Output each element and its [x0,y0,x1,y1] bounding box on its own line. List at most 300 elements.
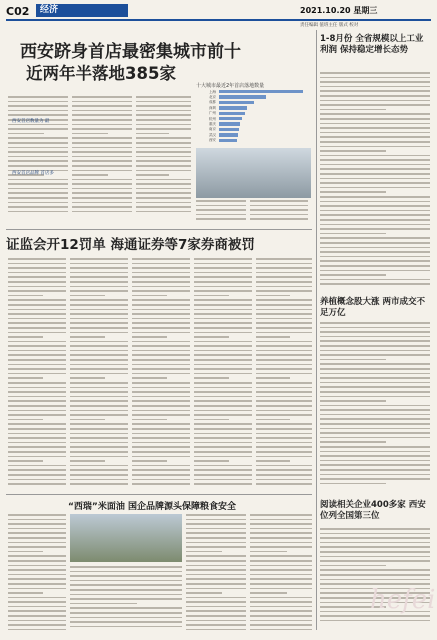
text-line [132,433,190,435]
text-line [136,160,191,162]
text-line [256,456,312,458]
text-line [320,201,430,203]
text-line [8,583,66,585]
text-line [8,373,66,375]
text-line [70,359,128,361]
text-line [8,606,66,608]
text-line [320,164,430,166]
text-line [194,304,252,306]
text-line [320,542,430,544]
text-line [194,456,252,458]
text-line [194,474,252,476]
text-line [136,156,191,158]
feature-column-3 [186,514,246,633]
text-line [256,377,290,379]
text-line [320,460,430,462]
text-line [320,237,430,239]
text-line [72,142,132,144]
text-line [320,228,430,230]
text-line [132,451,190,453]
text-line [8,400,66,402]
text-line [320,247,430,249]
text-line [136,137,191,139]
text-line [70,575,182,577]
text-line [136,170,191,172]
sidebar-headline-1: 1-8月份 全省规模以上工业利润 保持稳定增长态势 [320,34,424,55]
text-line [250,610,312,612]
text-line [256,382,312,384]
text-line [196,200,246,202]
text-line [256,359,312,361]
chart-category-label: 上海 [208,89,216,94]
text-line [132,336,167,338]
text-line [70,322,128,324]
text-line [70,368,128,370]
second-column-4 [194,258,252,488]
sidebar-headline-2: 养植概念股大涨 两市成交不足万亿 [320,297,425,318]
text-line [8,179,68,181]
text-line [8,322,66,324]
text-line [320,336,430,338]
text-line [132,387,190,389]
text-line [250,523,312,525]
text-line [70,327,128,329]
text-line [256,405,312,407]
text-line [8,354,66,356]
text-line [256,465,312,467]
text-line [136,114,191,116]
text-line [132,460,167,462]
text-line [320,386,430,388]
text-line [194,479,252,481]
text-line [320,373,430,375]
text-line [250,624,312,626]
text-line [256,428,312,430]
text-line [8,336,43,338]
text-line [256,479,312,481]
text-line [70,396,128,398]
text-line [256,373,312,375]
chart-bar [219,90,303,93]
section-divider-2 [6,494,312,495]
text-line [194,428,252,430]
text-line [132,414,190,416]
second-column-2 [70,258,128,488]
text-line [250,588,312,590]
text-line [250,209,308,211]
text-line [8,313,66,315]
text-line [256,299,312,301]
text-line [320,615,430,617]
feature-column-1 [8,514,66,633]
section-divider-1 [6,229,312,230]
text-line [132,295,167,297]
text-line [320,132,430,134]
text-line [256,446,312,448]
text-line [8,290,66,292]
text-line [186,574,246,576]
text-line [8,263,66,265]
text-line [132,469,190,471]
text-line [256,267,312,269]
text-line [196,205,246,207]
text-line [256,400,312,402]
text-line [320,396,430,398]
text-line [8,433,66,435]
text-line [194,410,252,412]
text-line [70,336,105,338]
text-line [8,281,66,283]
text-line [8,423,66,425]
text-line [136,96,191,98]
text-line [256,396,312,398]
factory-photo [70,514,182,562]
text-line [136,197,191,199]
text-line [320,173,430,175]
text-line [8,446,66,448]
text-line [8,160,68,162]
text-line [132,332,190,334]
text-line [320,260,430,262]
text-line [70,428,128,430]
text-line [320,400,386,402]
text-line [72,183,132,185]
text-line [320,455,430,457]
text-line [320,528,430,530]
text-line [194,350,252,352]
text-line [70,612,182,614]
chart-category-label: 深圳 [208,105,216,110]
text-line [320,331,430,333]
header-rule [6,19,431,21]
text-line [70,332,128,334]
text-line [8,428,66,430]
text-line [256,281,312,283]
text-line [70,469,128,471]
text-line [132,442,190,444]
text-line [256,474,312,476]
text-line [70,263,128,265]
text-line [320,464,430,466]
text-line [8,105,68,107]
text-line [250,218,308,220]
chart-category-label: 西安 [208,138,216,143]
text-line [320,159,430,161]
text-line [320,233,386,235]
text-line [250,551,287,553]
text-line [186,610,246,612]
text-line [136,119,191,121]
text-line [320,196,430,198]
text-line [72,96,132,98]
text-line [250,528,312,530]
text-line [320,113,430,115]
chart-bar [219,112,245,115]
text-line [194,400,252,402]
text-line [136,110,191,112]
text-line [194,258,252,260]
text-line [8,523,66,525]
text-line [70,589,182,591]
text-line [194,354,252,356]
text-line [70,281,128,283]
text-line [194,396,252,398]
text-line [194,419,229,421]
text-line [8,272,66,274]
text-line [8,368,66,370]
text-line [320,95,430,97]
text-line [132,290,190,292]
text-line [70,465,128,467]
chart-category-label: 重庆 [208,121,216,126]
text-line [8,615,66,617]
section-banner: 经济 [36,4,128,17]
text-line [72,211,132,213]
text-line [186,523,246,525]
inline-head-1: 西安首店数量为 最 [12,119,50,124]
text-line [70,341,128,343]
text-line [256,286,312,288]
text-line [8,188,68,190]
text-line [250,565,312,567]
text-line [70,290,128,292]
text-line [132,373,190,375]
chart-title: 十大城市最近2年首店落地数量 [196,83,265,89]
text-line [320,565,386,567]
text-line [70,377,105,379]
text-line [72,165,132,167]
text-line [8,364,66,366]
text-line [320,256,430,258]
text-line [186,546,246,548]
text-line [320,81,430,83]
text-line [194,465,252,467]
text-line [320,219,430,221]
text-line [256,419,290,421]
text-line [256,258,312,260]
text-line [8,286,66,288]
text-line [132,281,190,283]
text-line [256,290,312,292]
text-line [256,414,312,416]
text-line [256,276,312,278]
text-line [186,542,246,544]
text-line [186,537,246,539]
text-line [320,90,430,92]
text-line [70,304,128,306]
text-line [186,532,246,534]
text-line [250,583,312,585]
text-line [194,377,229,379]
text-line [70,483,128,485]
text-line [186,597,246,599]
main-column-3 [136,96,191,215]
text-line [320,418,430,420]
text-line [194,327,252,329]
text-line [256,350,312,352]
text-line [70,594,182,596]
text-line [196,218,246,220]
text-line [256,469,312,471]
text-line [70,345,128,347]
text-line [256,309,312,311]
text-line [194,267,252,269]
text-line [320,141,430,143]
text-line [320,340,430,342]
text-line [70,603,137,605]
text-line [256,442,312,444]
text-line [8,419,43,421]
text-line [194,299,252,301]
text-line [70,364,128,366]
chart-bar [219,101,254,104]
text-line [256,263,312,265]
text-line [70,318,128,320]
text-line [194,423,252,425]
text-line [132,272,190,274]
text-line [186,528,246,530]
text-line [320,100,430,102]
chart-bar [219,128,239,131]
text-line [132,322,190,324]
chart-category-label: 成都 [208,100,216,105]
text-line [70,419,105,421]
sidebar-headline-3: 阅读相关企业400多家 西安位列全国第三位 [320,500,426,521]
text-line [320,620,430,622]
text-line [256,391,312,393]
text-line [320,579,430,581]
text-line [8,96,68,98]
text-line [320,354,430,356]
text-line [70,456,128,458]
chart-category-label: 广州 [208,111,216,116]
text-line [72,188,132,190]
text-line [194,460,229,462]
text-line [8,151,68,153]
text-line [136,202,191,204]
text-line [132,405,190,407]
text-line [70,354,128,356]
text-line [320,265,430,267]
text-line [8,565,66,567]
chart-bar [219,106,247,109]
text-line [132,419,167,421]
text-line [72,137,132,139]
text-line [194,446,252,448]
text-line [256,451,312,453]
text-line [250,592,287,594]
text-line [256,423,312,425]
text-line [136,147,191,149]
text-line [8,101,68,103]
text-line [320,104,430,106]
text-line [186,592,222,594]
text-line [194,332,252,334]
text-line [250,546,312,548]
text-line [8,483,66,485]
text-line [132,350,190,352]
text-line [8,350,66,352]
text-line [132,309,190,311]
text-line [320,270,430,272]
text-line [320,72,430,74]
text-line [250,629,312,631]
text-line [194,336,229,338]
text-line [320,556,430,558]
text-line [70,295,105,297]
text-line [256,433,312,435]
text-line [186,551,222,553]
text-line [256,460,290,462]
text-line [132,318,190,320]
text-line [256,364,312,366]
text-line [320,205,430,207]
text-line [194,469,252,471]
text-line [72,170,132,172]
text-line [70,382,128,384]
text-line [256,304,312,306]
watermark: hefei [370,585,436,615]
text-line [136,188,191,190]
text-line [132,286,190,288]
text-line [196,214,246,216]
text-line [8,560,66,562]
text-line [72,206,132,208]
text-line [8,469,66,471]
text-line [72,119,132,121]
text-line [186,620,246,622]
text-line [320,274,386,276]
text-line [70,414,128,416]
text-line [194,286,252,288]
main-column-2 [72,96,132,215]
text-line [256,295,290,297]
text-line [320,560,430,562]
chart-category-label: 北京 [208,94,216,99]
text-line [250,214,308,216]
text-line [70,373,128,375]
text-line [256,341,312,343]
text-line [8,304,66,306]
text-line [320,382,430,384]
text-line [320,322,430,324]
text-line [8,437,66,439]
text-line [250,601,312,603]
chart-bar [219,117,242,120]
text-line [194,483,252,485]
text-line [8,451,66,453]
first-store-bar-chart [194,90,312,146]
text-line [8,258,66,260]
text-line [194,272,252,274]
text-line [320,146,430,148]
text-line [194,382,252,384]
text-line [72,101,132,103]
text-line [136,133,169,135]
text-line [72,124,132,126]
text-line [256,387,312,389]
text-line [256,368,312,370]
text-line [320,109,386,111]
text-line [132,354,190,356]
text-line [136,142,191,144]
text-line [132,299,190,301]
text-line [256,336,290,338]
text-line [8,267,66,269]
feature-column-4 [250,514,312,633]
text-line [256,318,312,320]
text-line [194,281,252,283]
